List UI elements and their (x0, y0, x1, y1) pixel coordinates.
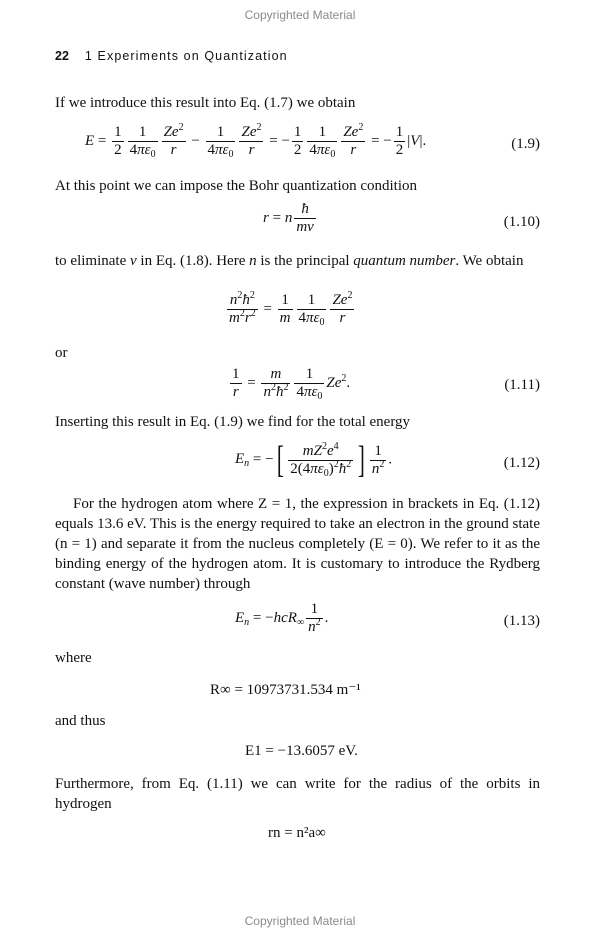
paragraph-eliminate: to eliminate v in Eq. (1.8). Here n is the principal quantum number. We obtain (55, 253, 524, 269)
running-title: 1 Experiments on Quantization (84, 49, 288, 63)
label-where: where (55, 650, 92, 666)
paragraph-hydrogen: For the hydrogen atom where Z = 1, the expression in brackets in Eq. (1.12) equals 13.6 eV. This is the energy required to take an electron in the ground state (n = 1) and separate it from the nucleus completely (E = 0). We refer to it as the binding energy of the hydrogen atom. It is customary to introduce the Rydberg constant (wave number) through (55, 496, 540, 592)
eq-number-1-11: (1.11) (504, 377, 540, 393)
paragraph-intro: If we introduce this result into Eq. (1.7) we obtain (55, 95, 356, 111)
label-or: or (55, 345, 68, 361)
equation-ground-energy: E1 = −13.6057 eV. (245, 743, 358, 759)
watermark-top: Copyrighted Material (244, 8, 356, 22)
equation-1-11: $\frac{1}{r}$ = $\frac{m}{n^2ħ^2}$ $\frac{1}{4\pi\varepsilon_0}$ Ze$^2$. (232, 366, 351, 402)
equation-1-12: $E_n$ = −[ $\frac{mZ^2e^4}{2(4\pi\varepsilon_0)^2ħ^2}$ ] $\frac{1}{n^2}$ . (235, 439, 393, 481)
running-header (55, 49, 288, 63)
watermark-bottom: Copyrighted Material (244, 914, 356, 928)
equation-1-13: $E_n = -hcR_\infty$ $\frac{1}{n^2}$ . (235, 601, 329, 635)
eq-number-1-12: (1.12) (503, 455, 540, 471)
paragraph-inserting: Inserting this result in Eq. (1.9) we find for the total energy (55, 414, 411, 430)
paragraph-radius: Furthermore, from Eq. (1.11) we can write for the radius of the orbits in hydrogen (55, 776, 540, 812)
eq-number-1-9: (1.9) (511, 136, 540, 152)
equation-1-10: r = n $\frac{ħ}{mv}$ (263, 201, 314, 235)
paragraph-bohr: At this point we can impose the Bohr quantization condition (55, 178, 418, 194)
eq-number-1-13: (1.13) (503, 613, 540, 629)
equation-radius: rn = n²a∞ (268, 825, 326, 841)
equation-1-9: E = $\frac{1}{2}$ $\frac{1}{4\pi\varepsilon_0}$ $\frac{Ze^2}{r}$ − $\frac{1}{4\pi\varepsilon_0}$ $\frac{Ze^2}{r}$ = − $\frac{1}{2}$ $\frac{1}{4\pi\varepsilon_0}$ $\frac{Ze^2}{r}$ = − $\frac{1}{2}$ |V|. (85, 122, 427, 160)
equation-force-balance: $\frac{n^2ħ^2}{m^2r^2}$ = $\frac{1}{m}$ $\frac{1}{4\pi\varepsilon_0}$ $\frac{Ze^2}{r}$ (229, 290, 353, 328)
label-and-thus: and thus (55, 713, 106, 729)
eq-number-1-10: (1.10) (503, 214, 540, 230)
equation-rydberg: R∞ = 10973731.534 m⁻¹ (210, 682, 361, 698)
page-number: 22 (55, 49, 69, 63)
